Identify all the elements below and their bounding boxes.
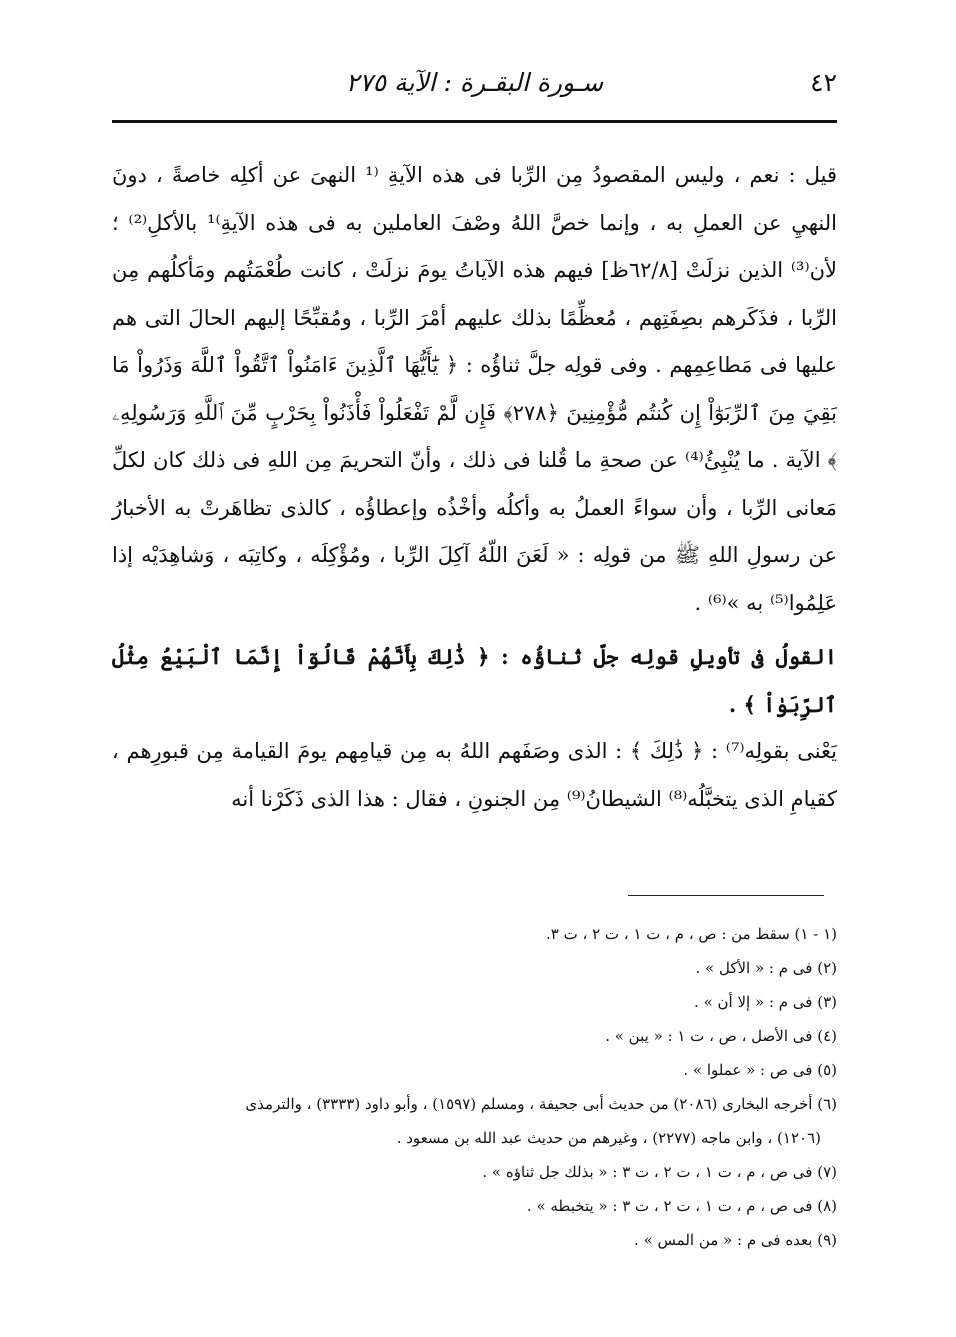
- page-number: ٤٢: [810, 68, 837, 97]
- footnote-9: (٩) بعده فى م : « من المس » .: [634, 1231, 837, 1249]
- footnote-2: (٢) فى م : « الأكل » .: [695, 959, 837, 977]
- running-title: سـورة البقـرة : الآية ٢٧٥: [345, 68, 604, 97]
- footnote-1: (١ - ١) سقط من : ص ، م ، ت ١ ، ت ٢ ، ت ٣.: [545, 925, 837, 943]
- footnotes: [112, 917, 837, 1257]
- footnote-7: (٧) فى ص ، م ، ت ١ ، ت ٢ ، ت ٣ : « بذلك جل ثناؤه » .: [482, 1163, 837, 1181]
- footnote-5: (٥) فى ص : « عملوا » .: [683, 1061, 837, 1079]
- footnote-6-continued: (١٢٠٦) ، وابن ماجه (٢٢٧٧) ، وغيرهم من حديث عبد الله بن مسعود .: [396, 1129, 821, 1147]
- paragraph-1: قيل : نعم ، وليس المقصودُ مِن الرِّبا فى هذه الآيةِ ⁽¹ النهىَ عن أكلِه خاصةً ، دونَ النهيِ عن العملِ به ، وإنما خصَّ اللهُ وصْفَ العاملين به فى هذه الآيةِ⁾¹ بالأكلِ⁽²⁾ ؛ لأن⁽³⁾ الذين نزلَتْ [٦٢/٨ظ] فيهم هذه الآياتُ يومَ نزلَتْ ، كانت طُعْمَتُهم ومَأكلُهم مِن الرِّبا ، فذَكَرهم بصِفَتِهم ، مُعظِّمًا بذلك عليهم أمْرَ الرِّبا ، ومُقبِّحًا إليهم الحالَ التى هم عليها فى مَطاعِمِهم . وفى قولِه جلَّ ثناؤُه : ﴿ يَٰٓأَيُّهَا ٱلَّذِينَ ءَامَنُواْ ٱتَّقُواْ ٱللَّهَ وَذَرُواْ مَا بَقِيَ مِنَ ٱلرِّبَوٰٓاْ إِن كُنتُم مُّؤْمِنِينَ ﴿٢٧٨﴾ فَإِن لَّمْ تَفْعَلُواْ فَأْذَنُواْ بِحَرْبٍ مِّنَ ٱللَّهِ وَرَسُولِهِۦ ﴾ الآية . ما يُنْبِئُ⁽⁴⁾ عن صحةِ ما قُلنا فى ذلك ، وأنّ التحريمَ مِن اللهِ فى ذلك كان لكلِّ مَعانى الرِّبا ، وأن سواءً العملُ به وأكلُه وأخْذُه وإعطاؤُه ، كالذى تظاهَرتْ به الأخبارُ عن رسولِ اللهِ ﷺ من قولِه : « لَعَنَ اللّهُ آكِلَ الرِّبا ، ومُؤْكِلَه ، وكاتِبَه ، وَشاهِدَيْه إذا عَلِمُوا⁽⁵⁾ به »⁽⁶⁾ .: [112, 163, 837, 615]
- footnote-3: (٣) فى م : « إلا أن » .: [694, 993, 837, 1011]
- page-header: [112, 60, 837, 100]
- footnote-6: (٦) أخرجه البخارى (٢٠٨٦) من حديث أبى جحيفة ، ومسلم (١٥٩٧) ، وأبو داود (٣٣٣٣) ، والترمذى: [245, 1095, 837, 1113]
- section-heading: القولُ فى تأويلِ قولِه جلّ ثناؤُه : ﴿ ذَٰلِكَ بِأَنَّهُمْ قَالُوٓاْ إِنَّمَا ٱلْبَيْعُ مِثْلُ ٱلرِّبَوٰاْ ﴾ .: [112, 644, 837, 717]
- footnote-4: (٤) فى الأصل ، ص ، ت ١ : « يبن » .: [605, 1027, 837, 1045]
- main-text: [112, 152, 837, 823]
- paragraph-2: يَعْنى بقولِه⁽⁷⁾ : ﴿ ذَٰلِكَ ﴾ : الذى وصَفَهم اللهُ به مِن قيامِهم يومَ القيامة مِن قبورِهم ، كقيامِ الذى يتخبَّلُه⁽⁸⁾ الشيطانُ⁽⁹⁾ مِن الجنونِ ، فقال : هذا الذى ذَكَرْنا أنه: [112, 739, 838, 811]
- footnote-rule: [628, 895, 824, 896]
- footnote-8: (٨) فى ص ، م ، ت ١ ، ت ٢ ، ت ٣ : « يتخبطه » .: [526, 1197, 837, 1215]
- header-rule: [112, 120, 837, 123]
